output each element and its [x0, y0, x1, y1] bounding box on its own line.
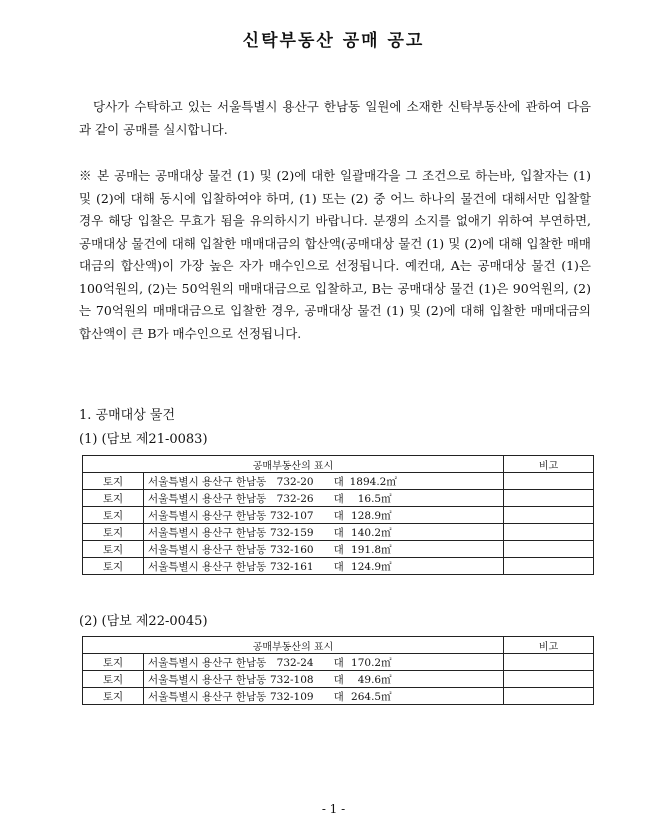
remarks-cell — [504, 671, 594, 688]
property-description-cell — [144, 671, 504, 688]
land-category-text: 대 — [333, 656, 344, 669]
table-row — [83, 473, 594, 490]
area-text: 16.5㎡ — [357, 492, 392, 505]
lot1-heading: (1) (담보 제21-0083) — [79, 432, 208, 447]
land-category-text: 대 — [333, 526, 344, 539]
land-category-text: 대 — [333, 560, 344, 573]
address-text: 서울특별시 용산구 한남동 — [148, 560, 267, 573]
lot-number-text: 732-161 — [269, 560, 314, 573]
table-row — [83, 558, 594, 575]
table-row — [83, 671, 594, 688]
lot2-heading: (2) (담보 제22-0045) — [79, 614, 208, 629]
property-description-cell — [144, 688, 504, 705]
land-type-cell: 토지 — [83, 507, 144, 524]
lot-number-text: 732-160 — [269, 543, 314, 556]
land-category-text: 대 — [333, 475, 344, 488]
area-text: 264.5㎡ — [351, 690, 392, 703]
column-header-remarks: 비고 — [504, 456, 594, 473]
page-number: - 1 - — [321, 802, 346, 816]
table-row — [83, 541, 594, 558]
lot2-property-table — [82, 636, 594, 705]
address-text: 서울특별시 용산구 한남동 — [148, 656, 267, 669]
table-header-row — [83, 637, 594, 654]
land-type-cell: 토지 — [83, 473, 144, 490]
land-type-cell: 토지 — [83, 688, 144, 705]
address-text: 서울특별시 용산구 한남동 — [148, 509, 267, 522]
remarks-cell — [504, 541, 594, 558]
land-type-cell: 토지 — [83, 524, 144, 541]
lot-number-text: 732-109 — [269, 690, 314, 703]
remarks-cell — [504, 524, 594, 541]
area-text: 170.2㎡ — [351, 656, 392, 669]
lot-number-text: 732-107 — [269, 509, 314, 522]
table-row — [83, 490, 594, 507]
table-row — [83, 688, 594, 705]
land-category-text: 대 — [333, 543, 344, 556]
table-row — [83, 524, 594, 541]
document-title: 신탁부동산 공매 공고 — [242, 31, 425, 51]
land-category-text: 대 — [333, 690, 344, 703]
remarks-cell — [504, 654, 594, 671]
address-text: 서울특별시 용산구 한남동 — [148, 673, 267, 686]
address-text: 서울특별시 용산구 한남동 — [148, 475, 267, 488]
lot-number-text: 732-20 — [276, 475, 314, 488]
lot-number-text: 732-24 — [276, 656, 314, 669]
area-text: 49.6㎡ — [357, 673, 392, 686]
table-header-row — [83, 456, 594, 473]
column-header-remarks: 비고 — [504, 637, 594, 654]
section-heading: 1. 공매대상 물건 — [79, 408, 176, 423]
property-description-cell — [144, 524, 504, 541]
remarks-cell — [504, 507, 594, 524]
column-header-property: 공매부동산의 표시 — [83, 456, 504, 473]
lot-number-text: 732-108 — [269, 673, 314, 686]
property-description-cell — [144, 541, 504, 558]
table-row — [83, 507, 594, 524]
land-type-cell: 토지 — [83, 541, 144, 558]
address-text: 서울특별시 용산구 한남동 — [148, 526, 267, 539]
lot-number-text: 732-26 — [276, 492, 314, 505]
remarks-cell — [504, 688, 594, 705]
area-text: 124.9㎡ — [351, 560, 392, 573]
intro-paragraph: 당사가 수탁하고 있는 서울특별시 용산구 한남동 일원에 소재한 신탁부동산에 관하여 다음과 같이 공매를 실시합니다. — [79, 99, 591, 137]
property-description-cell — [144, 490, 504, 507]
area-text: 1894.2㎡ — [349, 475, 397, 488]
property-description-cell — [144, 558, 504, 575]
remarks-cell — [504, 473, 594, 490]
land-type-cell: 토지 — [83, 558, 144, 575]
address-text: 서울특별시 용산구 한남동 — [148, 543, 267, 556]
lot1-property-table — [82, 455, 594, 575]
column-header-property: 공매부동산의 표시 — [83, 637, 504, 654]
land-type-cell: 토지 — [83, 490, 144, 507]
property-description-cell — [144, 507, 504, 524]
land-category-text: 대 — [333, 492, 344, 505]
notice-paragraph: ※ 본 공매는 공매대상 물건 (1) 및 (2)에 대한 일괄매각을 그 조건으로 하는바, 입찰자는 (1) 및 (2)에 대해 동시에 입찰하여야 하며, (1) 또는 (2) 중 어느 하나의 물건에 대해서만 입찰할 경우 해당 입찰은 무효가 됨을 유의하시기 바랍니다. 분쟁의 소지를 없애기 위하여 부연하면, 공매대상 물건에 대해 입찰한 매매대금의 합산액(공매대상 물건 (1) 및 (2)에 대해 입찰한 매매대금의 합산액)이 가장 높은 자가 매수인으로 선정됩니다. 예컨대, A는 공매대상 물건 (1)은 100억원의, (2)는 50억원의 매매대금으로 입찰하고, B는 공매대상 물건 (1)은 90억원의, (2)는 70억원의 매매대금으로 입찰한 경우, 공매대상 물건 (1) 및 (2)에 대해 입찰한 매매대금의 합산액이 큰 B가 매수인으로 선정됩니다. — [79, 168, 591, 341]
area-text: 128.9㎡ — [351, 509, 392, 522]
land-category-text: 대 — [333, 673, 344, 686]
lot-number-text: 732-159 — [269, 526, 314, 539]
remarks-cell — [504, 558, 594, 575]
address-text: 서울특별시 용산구 한남동 — [148, 690, 267, 703]
address-text: 서울특별시 용산구 한남동 — [148, 492, 267, 505]
land-type-cell: 토지 — [83, 654, 144, 671]
property-description-cell — [144, 473, 504, 490]
table-row — [83, 654, 594, 671]
area-text: 191.8㎡ — [351, 543, 392, 556]
land-category-text: 대 — [333, 509, 344, 522]
property-description-cell — [144, 654, 504, 671]
remarks-cell — [504, 490, 594, 507]
land-type-cell: 토지 — [83, 671, 144, 688]
area-text: 140.2㎡ — [351, 526, 392, 539]
